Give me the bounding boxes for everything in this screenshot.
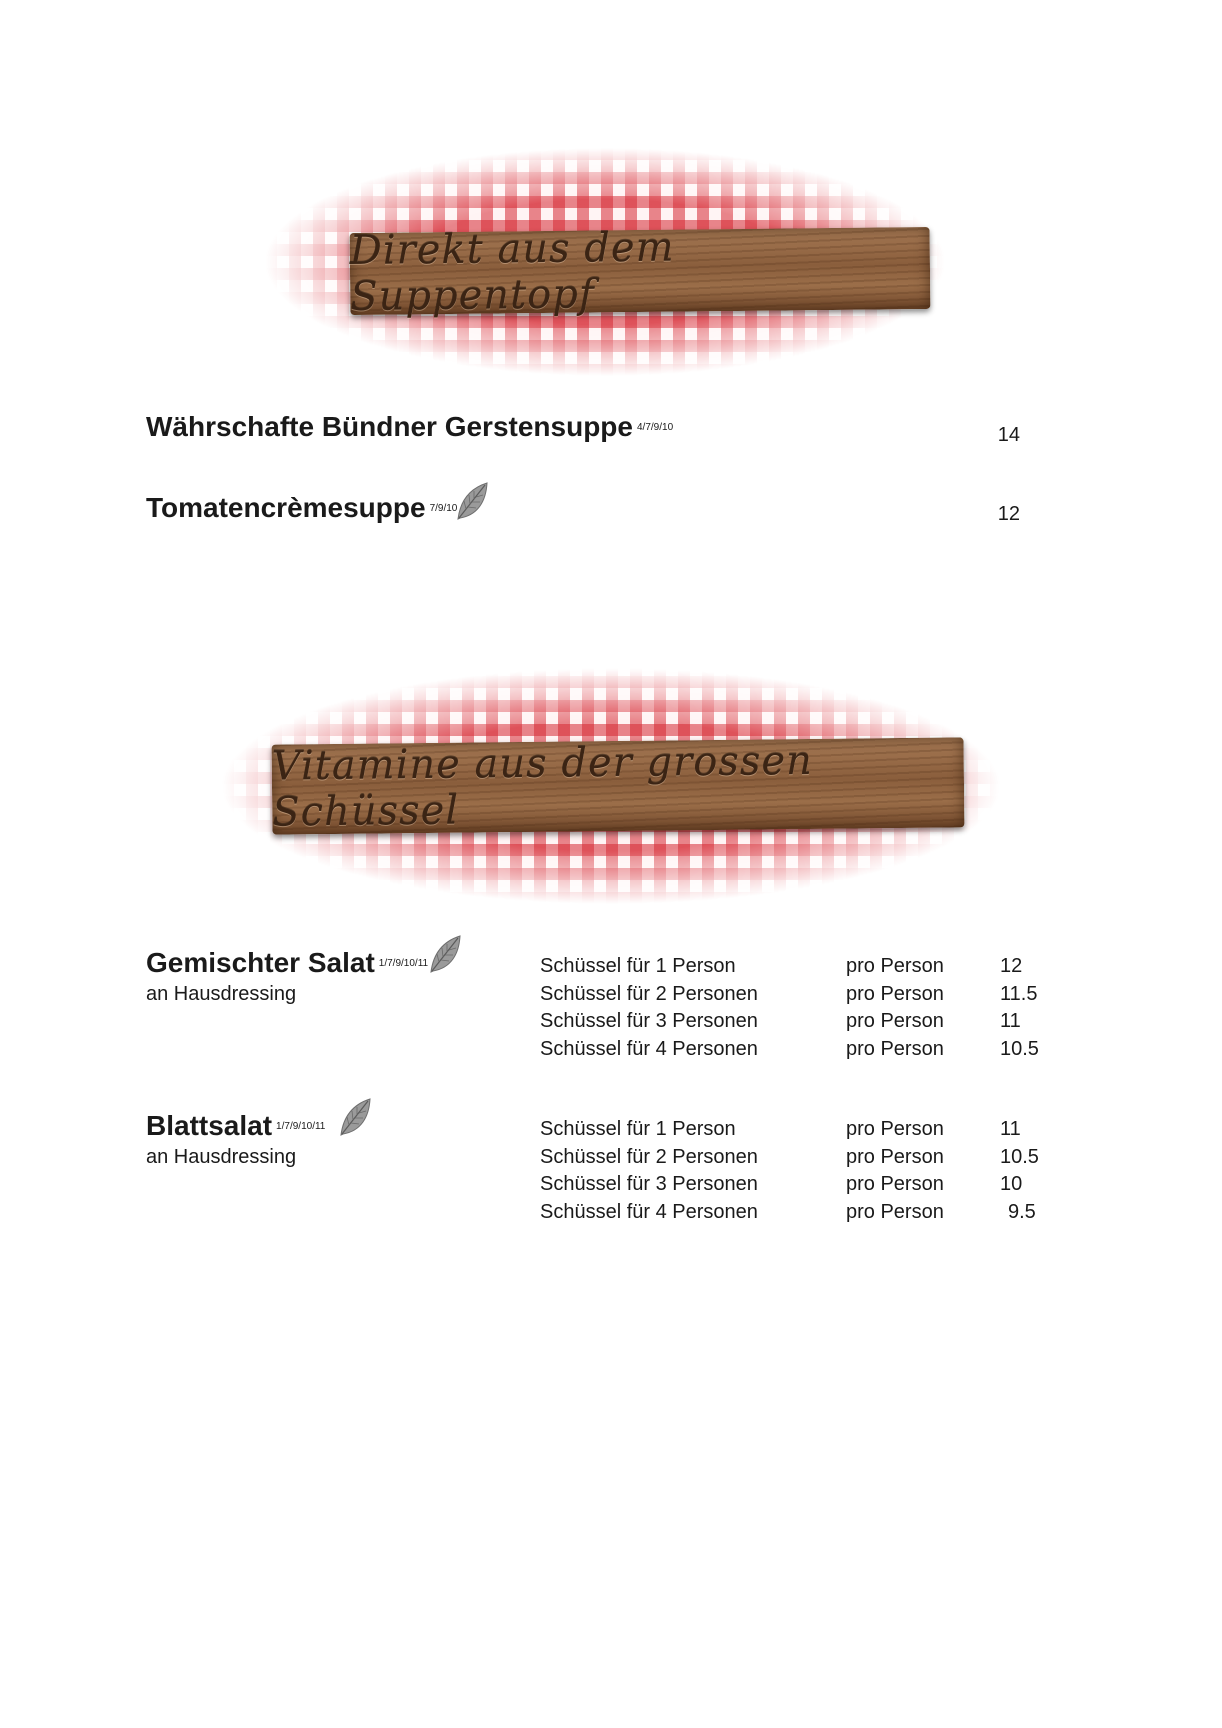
portion-size: Schüssel für 4 Personen [540,1201,758,1223]
portion-size: Schüssel für 3 Personen [540,1010,758,1032]
portion-price: 10.5 [1000,1038,1039,1060]
menu-item [146,411,673,443]
item-price: 14 [997,424,1020,446]
portion-price: 11.5 [1000,983,1038,1005]
leaf-icon [427,934,463,974]
portion-price: 10 [1000,1173,1023,1195]
menu-item [146,1110,325,1142]
portion-size: Schüssel für 2 Personen [540,983,758,1005]
section-heading: Vitamine aus der grossen Schüssel [271,737,814,836]
portion-size: Schüssel für 1 Person [540,955,736,977]
menu-item [146,492,457,524]
menu-item [146,947,428,979]
section-banner-soups [265,148,945,376]
portion-size: Schüssel für 4 Personen [540,1038,758,1060]
portion-size: Schüssel für 3 Personen [540,1173,758,1195]
item-name: Blattsalat [146,1110,273,1141]
leaf-icon [454,481,490,521]
allergen-codes: 4/7/9/10 [636,421,674,433]
portion-price: 11 [1000,1118,1021,1140]
portion-size: Schüssel für 2 Personen [540,1146,758,1168]
portion-unit: pro Person [846,1038,944,1060]
leaf-icon [337,1097,373,1137]
portion-unit: pro Person [846,1146,944,1168]
section-heading: Direkt aus dem Suppentopf [349,224,675,321]
portion-price: 10.5 [1000,1146,1039,1168]
portion-unit: pro Person [846,983,944,1005]
item-note: an Hausdressing [146,983,297,1005]
portion-unit: pro Person [846,1201,944,1223]
portion-size: Schüssel für 1 Person [540,1118,736,1140]
portion-price: 11 [1000,1010,1021,1032]
item-note: an Hausdressing [146,1146,297,1168]
portion-unit: pro Person [846,1010,944,1032]
allergen-codes: 1/7/9/10/11 [378,957,429,969]
section-banner-salads [222,668,1000,904]
portion-unit: pro Person [846,1118,944,1140]
allergen-codes: 1/7/9/10/11 [276,1120,326,1132]
allergen-codes: 7/9/10 [429,502,458,514]
item-name: Tomatencrèmesuppe [146,492,426,523]
portion-unit: pro Person [846,1173,944,1195]
item-name: Währschafte Bündner Gerstensuppe [146,411,633,442]
portion-price: 12 [1000,955,1023,977]
item-name: Gemischter Salat [146,947,375,978]
portion-price: 9.5 [1008,1201,1036,1223]
wood-board [272,737,965,834]
item-price: 12 [997,503,1020,525]
portion-unit: pro Person [846,955,944,977]
wood-board [349,224,931,321]
